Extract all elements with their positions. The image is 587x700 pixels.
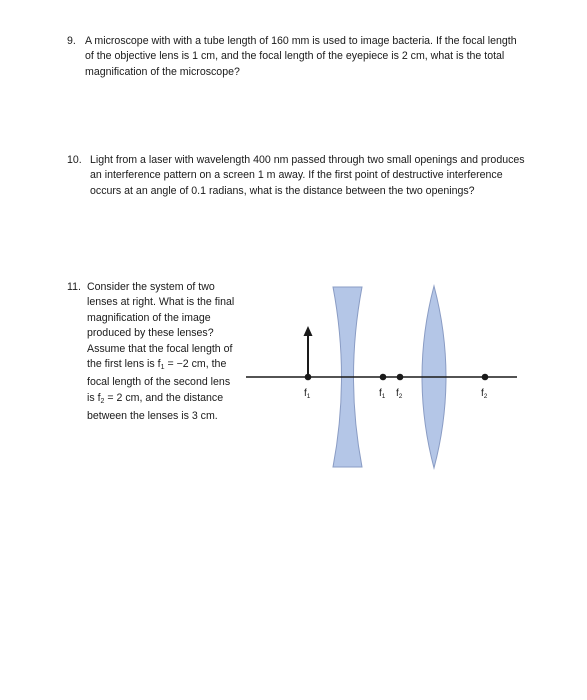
focal-point-f1-right xyxy=(380,374,387,381)
focal-label-f2-right: $f_2$ xyxy=(481,388,488,400)
subscript: 1 xyxy=(160,364,165,372)
question-text: Light from a laser with wavelength 400 nm passed through two small openings and produces an interference pattern on a screen 1 m away. If the first point of destructive interference occurs at an angle of 0.1 radians, what is the distance between the two openings? xyxy=(90,154,525,197)
focal-label-f1-left: $f_1$ xyxy=(304,388,311,400)
question-number: 11. xyxy=(67,281,81,293)
focal-point-f1-left xyxy=(305,374,312,381)
question-number: 9. xyxy=(67,35,76,47)
question-text-part: Consider the system of two lenses at right. What is the final magnification of the image produced by these lenses? Assume that the focal length of the first lens is f xyxy=(87,281,235,371)
focal-label-f1-mid: $f_1$ xyxy=(379,388,386,400)
question-text: A microscope with with a tube length of 160 mm is used to image bacteria. If the focal length of the objective lens is 1 cm, and the focal length of the eyepiece is 2 cm, what is the total magnification of the microscope? xyxy=(85,35,517,78)
question-number: 10. xyxy=(67,154,82,166)
object-arrowhead xyxy=(304,326,313,336)
focal-point-f2-right xyxy=(482,374,489,381)
question-text-part: = −2 cm, the focal length of the second lens is f xyxy=(87,358,231,404)
focal-point-f2-left xyxy=(397,374,404,381)
question-text-part: = 2 cm, and the distance between the lenses is 3 cm. xyxy=(87,391,224,423)
focal-label-f2-mid: $f_2$ xyxy=(396,388,403,400)
subscript: 2 xyxy=(100,397,105,405)
